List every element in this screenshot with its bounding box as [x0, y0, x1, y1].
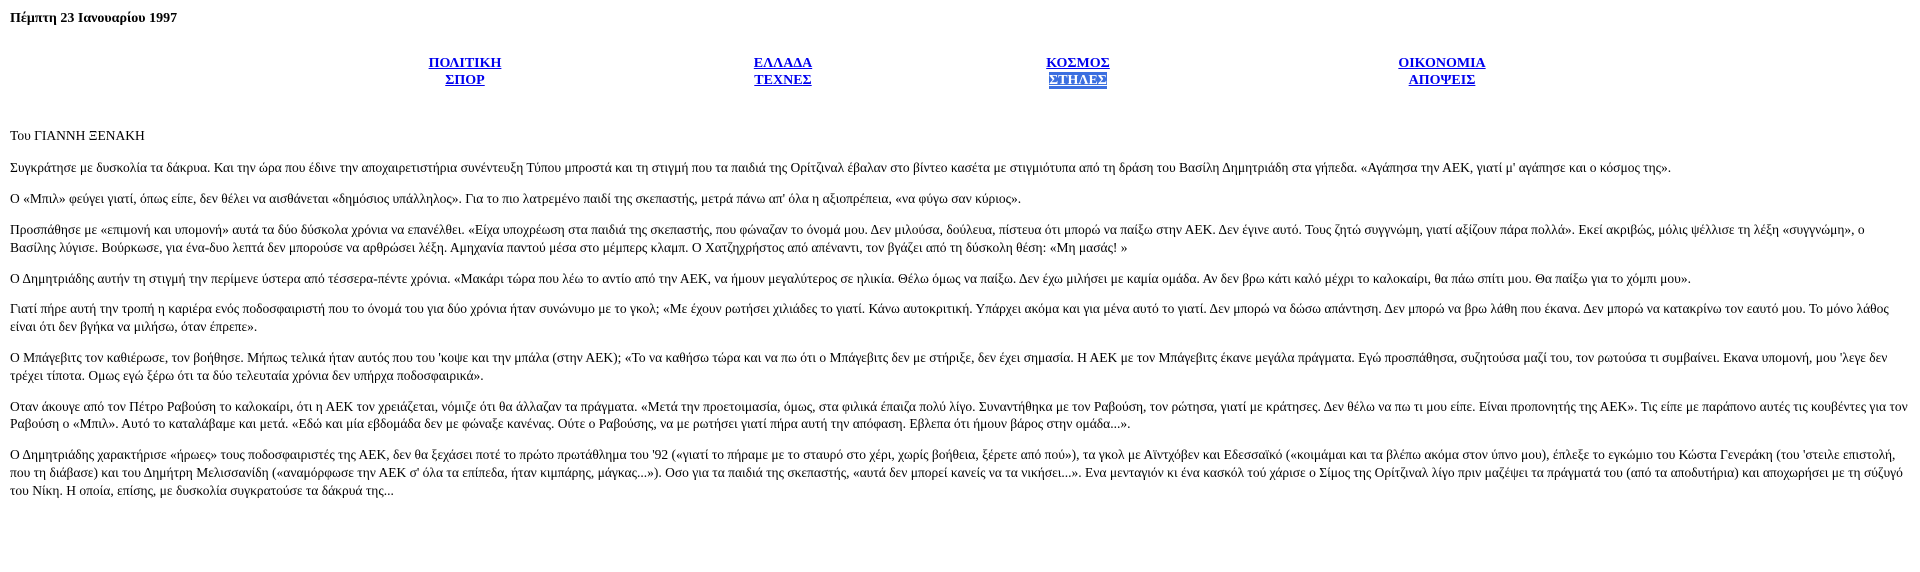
article-paragraph: Ο Δημητριάδης χαρακτήρισε «ήρωες» τους ποδοσφαιριστές της ΑΕΚ, δεν θα ξεχάσει ποτέ το πρώτο πρωτάθλημα του '92 («γιατί το πήραμε με το σταυρό στο χέρι, χωρίς βοήθεια, ξέρετε από πού»), τα γκολ με Αϊντχόβεν και Εδεσσαϊκό («κοιμάμαι και τα βλέπω ακόμα στον ύπνο μου), έπλεξε το εγκώμιο του Κώστα Γενεράκη (του 'στειλε επιστολή, που τη διάβασε) και του Δημήτρη Μελισσανίδη («αναμόρφωσε την ΑΕΚ σ' όλα τα επίπεδα, ήταν κιμπάρης, μάγκας...»). Οσο για τα παιδιά της σκεπαστής, «αυτά δεν μπορεί κανείς να τα νικήσει...». Ενα μενταγιόν κι ένα κασκόλ τού χάρισε ο Σίμος της Ορίτζιναλ λίγο πριν μαζέψει τα πράγματά του (από τα αποδυτήρια) και αποχωρήσει με τη σύζυγό του Νίκη. Η οποία, επίσης, με δυσκολία συγκρατούσε τα δάκρυά της...: [10, 447, 1903, 498]
nav-link-oikonomia[interactable]: ΟΙΚΟΝΟΜΙΑ: [1398, 56, 1486, 72]
article-paragraph: Γιατί πήρε αυτή την τροπή η καριέρα ενός ποδοσφαιριστή που το όνομά του για δύο χρόνια ήταν συνώνυμο με το γκολ; «Με έχουν ρωτήσει χιλιάδες το γιατί. Κάνω αυτοκριτική. Υπάρχει ακόμα και για μένα αυτό το γιατί. Δεν μπορώ να δώσω απάντηση. Δεν μπορώ να βρω λάθη που έκανα. Δεν μπορώ να κατακρίνω τον εαυτό μου. Το μόνο λάθος είναι ότι δεν βγήκα να μιλήσω, όταν έπρεπε».: [10, 301, 1889, 335]
nav-column-3: [998, 55, 1158, 89]
article-paragraph: Οταν άκουγε από τον Πέτρο Ραβούση το καλοκαίρι, ότι η ΑΕΚ τον χρειάζεται, νόμιζε ότι θα άλλαζαν τα πράγματα. «Μετά την προετοιμασία, όμως, στα φιλικά έπαιζα πολύ λίγο. Συναντήθηκα με τον Ραβούση, τον ρώτησα, γιατί με κράτησες. Δεν θέλω να πω τι μου είπε. Είναι προπονητής της ΑΕΚ». Τις είπε με παράπονο αυτές τις κουβέντες για τον Ραβούση ο «Μπιλ». Αυτό το καταλάβαμε και μετά. «Εδώ και μία εβδομάδα δεν με φώναξε κανένας. Ούτε ο Ραβούσης, να με ρωτήσει γιατί πήρα αυτή την απόφαση. Εβλεπα ότι ήμουν βάρος στην ομάδα...».: [10, 398, 1908, 432]
author-byline: Του ΓΙΑΝΝΗ ΞΕΝΑΚΗ: [10, 128, 145, 144]
nav-link-apopseis[interactable]: ΑΠΟΨΕΙΣ: [1408, 73, 1476, 89]
nav-column-1: [385, 55, 545, 89]
section-navigation: [10, 55, 1910, 93]
article-paragraph: Προσπάθησε με «επιμονή και υπομονή» αυτά τα δύο δύσκολα χρόνια να επανέλθει. «Είχα υποχρέωση στα παιδιά της σκεπαστής, που φώναζαν το όνομά μου. Δεν μιλούσα, δούλευα, πίστευα ότι μπορώ να παίξω στην ΑΕΚ. Δεν έγινε αυτό. Τους ζητώ συγγνώμη, γιατί αξίζουν πάρα πολλά». Εκεί ακριβώς, μόλις ψέλλισε τη λέξη «συγγνώμη», ο Βασίλης λύγισε. Βούρκωσε, για ένα-δυο λεπτά δεν μπορούσε να αρθρώσει λέξη. Αμηχανία παντού μέσα στο μέμπερς κλαμπ. Ο Χατζηχρήστος από απέναντι, τον βγάζει από τη δύσκολη θέση: «Μη μασάς! »: [10, 221, 1865, 255]
article-paragraph: Ο Δημητριάδης αυτήν τη στιγμή την περίμενε ύστερα από τέσσερα-πέντε χρόνια. «Μακάρι τώρα που λέω το αντίο από την ΑΕΚ, να ήμουν μεγαλύτερος σε ηλικία. Θέλω όμως να παίξω. Δεν έχω μιλήσει με καμία ομάδα. Αν δεν βρω κάτι καλό μέχρι το καλοκαίρι, θα πάω σπίτι μου. Θα παίξω για το χόμπι μου».: [10, 270, 1691, 286]
issue-date: Πέμπτη 23 Ιανουαρίου 1997: [10, 11, 178, 26]
nav-link-ellada[interactable]: ΕΛΛΑΔΑ: [753, 56, 813, 72]
nav-link-politiki[interactable]: ΠΟΛΙΤΙΚΗ: [428, 56, 502, 72]
article-paragraph: Ο Μπάγεβιτς τον καθιέρωσε, τον βοήθησε. Μήπως τελικά ήταν αυτός που του 'κοψε και την μπάλα (στην ΑΕΚ); «Το να καθήσω τώρα και να πω ότι ο Μπάγεβιτς δεν με στήριξε, δεν έχει σημασία. Η ΑΕΚ με τον Μπάγεβιτς έκανε μεγάλα πράγματα. Εγώ προσπάθησα, συζητούσα μαζί του, τον ρωτούσα τι συμβαίνει. Εκανα υπομονή, μου 'λεγε δεν τρέχει τίποτα. Ομως εγώ ξέρω ότι τα δύο τελευταία χρόνια δεν υπήρχα ποδοσφαιρικά».: [10, 349, 1888, 383]
nav-column-2: [703, 55, 863, 89]
nav-link-spor[interactable]: ΣΠΟΡ: [445, 73, 485, 89]
nav-column-4: [1362, 55, 1522, 89]
nav-link-technes[interactable]: ΤΕΧΝΕΣ: [754, 73, 812, 89]
article-paragraph: Συγκράτησε με δυσκολία τα δάκρυα. Και την ώρα που έδινε την αποχαιρετιστήρια συνέντευξη Τύπου μπροστά και τη στιγμή που τα παιδιά της Ορίτζιναλ έβαλαν στο βίντεο κασέτα με στιγμιότυπα από τη δράση του Βασίλη Δημητριάδη στα γήπεδα. «Αγάπησα την ΑΕΚ, γιατί μ' αγάπησε και ο κόσμος της».: [10, 160, 1672, 176]
nav-link-kosmos[interactable]: ΚΟΣΜΟΣ: [1046, 56, 1110, 72]
article-body: [10, 159, 1910, 499]
nav-link-stiles[interactable]: ΣΤΗΛΕΣ: [1049, 73, 1107, 89]
article-paragraph: Ο «Μπιλ» φεύγει γιατί, όπως είπε, δεν θέλει να αισθάνεται «δημόσιος υπάλληλος». Για το πιο λατρεμένο παιδί της σκεπαστής, μετρά πάνω απ' όλα η αξιοπρέπεια, «να φύγω σαν κύριος».: [10, 191, 1022, 207]
